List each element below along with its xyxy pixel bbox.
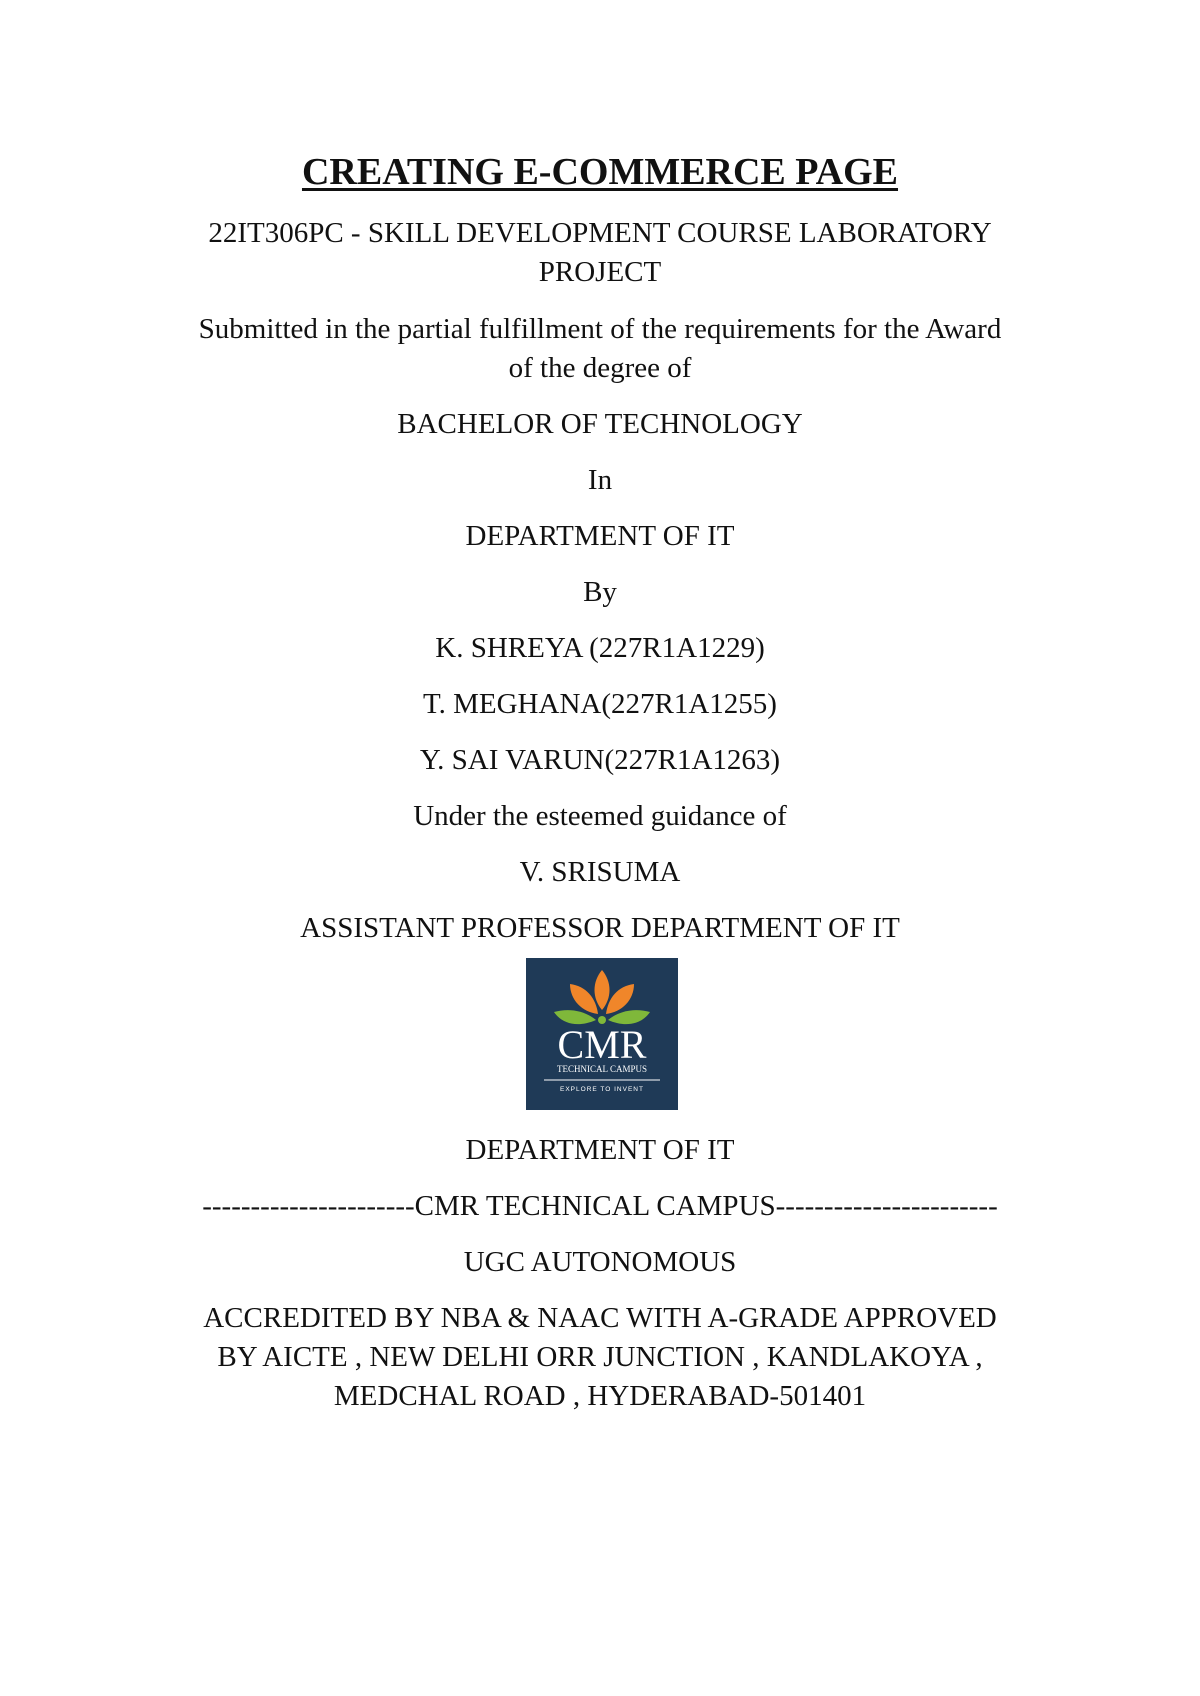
accreditation-line-3: MEDCHAL ROAD , HYDERABAD-501401 bbox=[333, 1380, 867, 1412]
guide-name: V. SRISUMA bbox=[519, 856, 681, 888]
course-line-1: 22IT306PC - SKILL DEVELOPMENT COURSE LABORATORY bbox=[208, 217, 992, 249]
guidance-text: Under the esteemed guidance of bbox=[413, 800, 787, 832]
logo-tagline: EXPLORE TO INVENT bbox=[560, 1086, 644, 1093]
logo-subtitle: TECHNICAL CAMPUS bbox=[557, 1064, 647, 1074]
student-1: K. SHREYA (227R1A1229) bbox=[435, 632, 765, 664]
student-3: Y. SAI VARUN(227R1A1263) bbox=[419, 744, 781, 776]
student-2: T. MEGHANA(227R1A1255) bbox=[423, 688, 777, 720]
accreditation-line-1: ACCREDITED BY NBA & NAAC WITH A-GRADE APPROVED bbox=[203, 1302, 997, 1334]
footer-campus-line: ----------------------CMR TECHNICAL CAMPUS----------------------- bbox=[202, 1190, 998, 1222]
degree-name: BACHELOR OF TECHNOLOGY bbox=[397, 408, 803, 440]
cmr-logo bbox=[526, 958, 678, 1110]
cmr-logo-graphic bbox=[526, 958, 678, 1110]
course-line-2: PROJECT bbox=[538, 256, 662, 288]
submission-line-2: of the degree of bbox=[508, 352, 692, 384]
submission-line-1: Submitted in the partial fulfillment of the requirements for the Award bbox=[198, 313, 1002, 345]
logo-name: CMR bbox=[557, 1022, 647, 1067]
accreditation-line-2: BY AICTE , NEW DELHI ORR JUNCTION , KANDLAKOYA , bbox=[217, 1341, 983, 1373]
by-label: By bbox=[583, 576, 617, 608]
in-label: In bbox=[587, 464, 613, 496]
project-title: CREATING E-COMMERCE PAGE bbox=[301, 151, 899, 193]
footer-department: DEPARTMENT OF IT bbox=[465, 1134, 735, 1166]
guide-designation: ASSISTANT PROFESSOR DEPARTMENT OF IT bbox=[300, 912, 900, 944]
department-name: DEPARTMENT OF IT bbox=[465, 520, 735, 552]
footer-status: UGC AUTONOMOUS bbox=[463, 1246, 737, 1278]
